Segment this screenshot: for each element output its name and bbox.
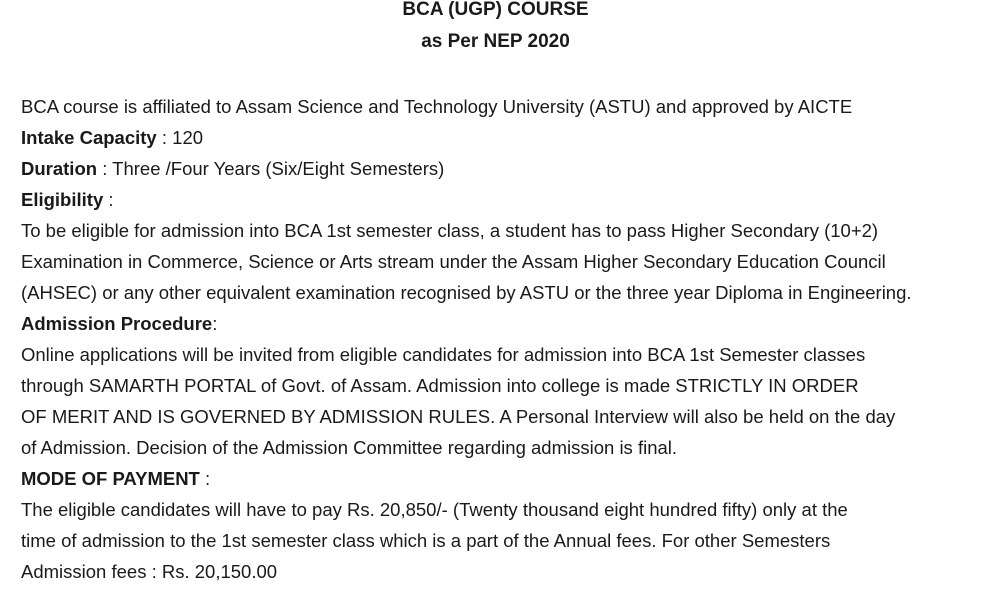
duration-row xyxy=(21,153,981,184)
payment-line: Admission fees : Rs. 20,150.00 xyxy=(21,561,278,582)
duration-label: Duration xyxy=(21,158,98,179)
course-subtitle: as Per NEP 2020 xyxy=(421,31,570,52)
intake-capacity-separator: : xyxy=(156,127,173,148)
admission-procedure-heading xyxy=(21,308,981,339)
payment-line: The eligible candidates will have to pay Rs. 20,850/- (Twenty thousand eight hundred fifty) only at the xyxy=(21,499,848,520)
eligibility-line: (AHSEC) or any other equivalent examination recognised by ASTU or the three year Diploma in Engineering. xyxy=(21,282,912,303)
admission-procedure-line: Online applications will be invited from eligible candidates for admission into BCA 1st Semester classes xyxy=(21,344,866,365)
intake-capacity-value: 120 xyxy=(172,127,204,148)
eligibility-line: To be eligible for admission into BCA 1st semester class, a student has to pass Higher Secondary (10+2) xyxy=(21,220,879,241)
payment-mode-separator: : xyxy=(199,468,211,489)
course-title: BCA (UGP) COURSE xyxy=(402,0,589,20)
duration-value: Three /Four Years (Six/Eight Semesters) xyxy=(112,158,445,179)
eligibility-heading xyxy=(21,184,981,215)
admission-procedure-line: OF MERIT AND IS GOVERNED BY ADMISSION RULES. A Personal Interview will also be held on the day xyxy=(21,406,896,427)
payment-line: time of admission to the 1st semester class which is a part of the Annual fees. For other Semesters xyxy=(21,530,831,551)
payment-mode-label: MODE OF PAYMENT xyxy=(21,468,200,489)
affiliation-text: BCA course is affiliated to Assam Science and Technology University (ASTU) and approved by AICTE xyxy=(21,96,853,117)
duration-separator: : xyxy=(97,158,113,179)
intake-capacity-row xyxy=(21,122,981,153)
admission-procedure-separator: : xyxy=(212,313,218,334)
eligibility-label: Eligibility xyxy=(21,189,104,210)
payment-mode-heading xyxy=(21,463,981,494)
course-details xyxy=(21,91,981,587)
intake-capacity-label: Intake Capacity xyxy=(21,127,157,148)
admission-procedure-line: through SAMARTH PORTAL of Govt. of Assam. Admission into college is made STRICTLY IN ORDER xyxy=(21,375,859,396)
admission-procedure-line: of Admission. Decision of the Admission Committee regarding admission is final. xyxy=(21,437,678,458)
admission-procedure-label: Admission Procedure xyxy=(21,313,213,334)
eligibility-line: Examination in Commerce, Science or Arts stream under the Assam Higher Secondary Education Council xyxy=(21,251,886,272)
eligibility-separator: : xyxy=(103,189,114,210)
